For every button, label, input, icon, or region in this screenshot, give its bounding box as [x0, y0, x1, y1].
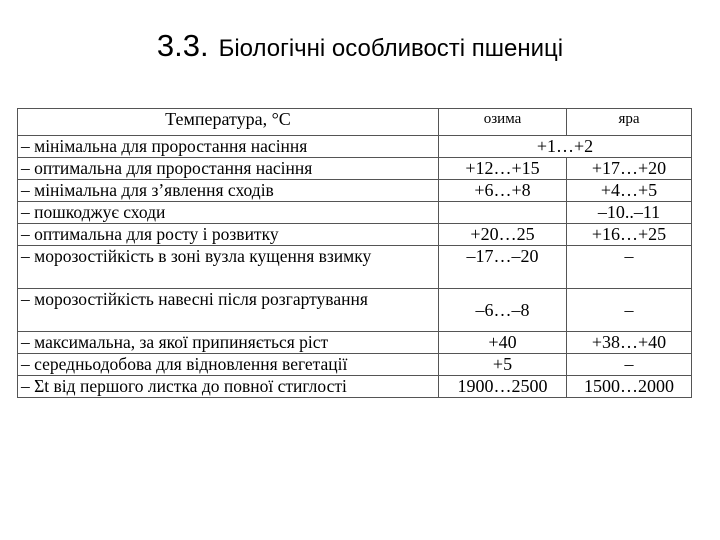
- table-row: [18, 376, 692, 398]
- row-value-spring: –: [567, 289, 692, 332]
- table-row: [18, 289, 692, 332]
- row-value-winter: 1900…2500: [439, 376, 567, 398]
- row-value-spring: –: [567, 246, 692, 289]
- header-temperature: Температура, °С: [18, 109, 439, 136]
- table-row: [18, 136, 692, 158]
- row-label: – мінімальна для з’явлення сходів: [18, 180, 439, 202]
- table-row: [18, 158, 692, 180]
- row-value-winter: +40: [439, 332, 567, 354]
- row-label: – середньодобова для відновлення вегетації: [18, 354, 439, 376]
- row-value-winter: [439, 202, 567, 224]
- row-value-winter: +12…+15: [439, 158, 567, 180]
- row-label: – Σt від першого листка до повної стиглості: [18, 376, 439, 398]
- table-row: [18, 224, 692, 246]
- table-header-row: [18, 109, 692, 136]
- slide-title: [0, 28, 720, 64]
- table-row: [18, 354, 692, 376]
- header-spring: яра: [567, 109, 692, 136]
- table-row: [18, 332, 692, 354]
- row-label: – морозостійкість навесні після розгартування: [18, 289, 439, 332]
- header-winter: озима: [439, 109, 567, 136]
- table-row: [18, 202, 692, 224]
- row-value-winter: +5: [439, 354, 567, 376]
- slide-number: 3.3.: [156, 28, 209, 63]
- row-label: – мінімальна для проростання насіння: [18, 136, 439, 158]
- row-value-spring: +4…+5: [567, 180, 692, 202]
- row-value-spring: –: [567, 354, 692, 376]
- row-value-spring: –10..–11: [567, 202, 692, 224]
- row-value-spring: +16…+25: [567, 224, 692, 246]
- slide-title-text: Біологічні особливості пшениці: [218, 35, 564, 62]
- row-label: – оптимальна для росту і розвитку: [18, 224, 439, 246]
- row-value-spring: +38…+40: [567, 332, 692, 354]
- row-value-winter: +20…25: [439, 224, 567, 246]
- row-value-winter: –17…–20: [439, 246, 567, 289]
- table-row: [18, 180, 692, 202]
- row-value-winter: –6…–8: [439, 289, 567, 332]
- row-value-spring: +17…+20: [567, 158, 692, 180]
- row-label: – пошкоджує сходи: [18, 202, 439, 224]
- row-value-spring: 1500…2000: [567, 376, 692, 398]
- row-value-merged: +1…+2: [439, 136, 692, 158]
- row-value-winter: +6…+8: [439, 180, 567, 202]
- table-row: [18, 246, 692, 289]
- row-label: – максимальна, за якої припиняється ріст: [18, 332, 439, 354]
- temperature-table: [17, 108, 692, 398]
- row-label: – оптимальна для проростання насіння: [18, 158, 439, 180]
- row-label: – морозостійкість в зоні вузла кущення взимку: [18, 246, 439, 289]
